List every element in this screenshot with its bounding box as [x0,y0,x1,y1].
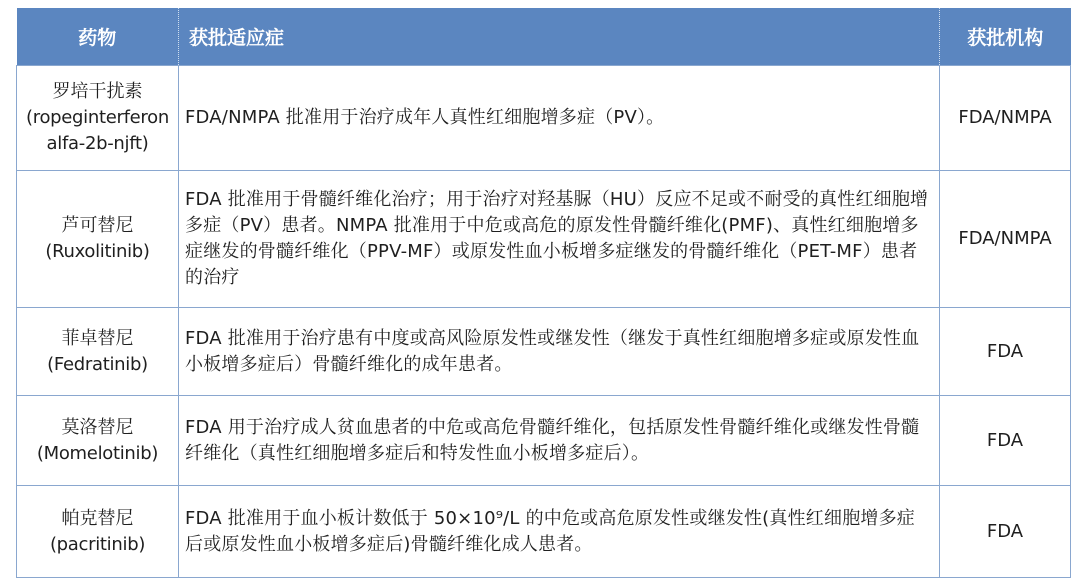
table-row [17,396,1071,486]
table-row [17,308,1071,396]
agency-cell: FDA/NMPA [940,171,1071,308]
drug-english-name: (Fedratinib) [47,353,148,375]
drug-english-name-cont: alfa-2b-njft) [46,133,149,154]
indication-cell: FDA 批准用于血小板计数低于 50×10⁹/L 的中危或高危原发性或继发性(真性红细胞增多症后或原发性血小板增多症后)骨髓纤维化成人患者。 [179,486,940,578]
drug-cell [17,486,179,578]
drug-cell [17,66,179,171]
header-indication: 获批适应症 [179,8,940,66]
header-agency: 获批机构 [940,8,1071,66]
indication-cell: FDA 批准用于骨髓纤维化治疗；用于治疗对羟基脲（HU）反应不足或不耐受的真性红细胞增多症（PV）患者。NMPA 批准用于中危或高危的原发性骨髓纤维化(PMF)、真性红细胞增多症继发的骨髓纤维化（PPV-MF）或原发性血小板增多症继发的骨髓纤维化（PET-MF）患者的治疗 [179,171,940,308]
drug-english-name: (Ruxolitinib) [45,241,150,262]
drug-approval-table-container [16,8,1070,578]
table-header [17,8,1071,66]
agency-cell: FDA [940,308,1071,396]
table-body [17,66,1071,578]
table-row [17,66,1071,171]
table-row [17,171,1071,308]
drug-approval-table [16,8,1071,578]
drug-chinese-name: 帕克替尼 [61,507,134,529]
drug-chinese-name: 莫洛替尼 [61,416,134,438]
drug-chinese-name: 芦可替尼 [61,215,134,236]
drug-cell [17,171,179,308]
indication-cell: FDA 批准用于治疗患有中度或高风险原发性或继发性（继发于真性红细胞增多症或原发性血小板增多症后）骨髓纤维化的成年患者。 [179,308,940,396]
drug-english-name: (Momelotinib) [36,442,159,464]
drug-english-name: (pacritinib) [49,533,146,555]
drug-chinese-name: 罗培干扰素 [52,81,143,102]
drug-cell [17,396,179,486]
drug-english-name: (ropeginterferon [26,107,169,128]
drug-cell [17,308,179,396]
header-drug: 药物 [17,8,179,66]
agency-cell: FDA [940,486,1071,578]
agency-cell: FDA [940,396,1071,486]
agency-cell: FDA/NMPA [940,66,1071,171]
indication-cell: FDA/NMPA 批准用于治疗成年人真性红细胞增多症（PV）。 [179,66,940,171]
drug-chinese-name: 菲卓替尼 [61,327,134,349]
table-row [17,486,1071,578]
indication-cell: FDA 用于治疗成人贫血患者的中危或高危骨髓纤维化，包括原发性骨髓纤维化或继发性骨髓纤维化（真性红细胞增多症后和特发性血小板增多症后）。 [179,396,940,486]
header-row [17,8,1071,66]
